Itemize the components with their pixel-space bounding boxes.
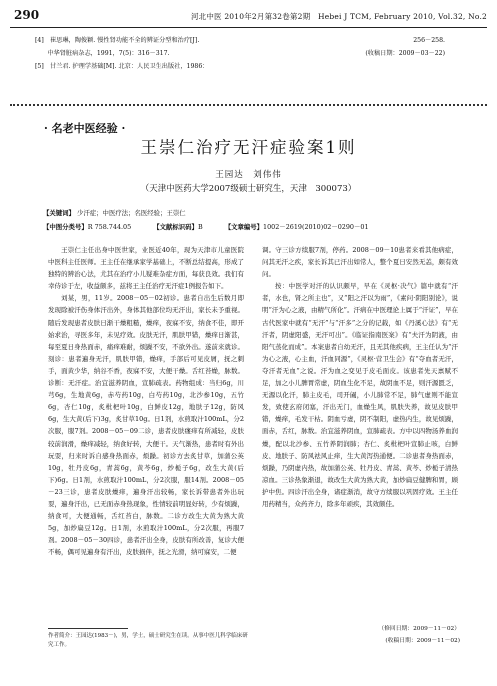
article-no-label: 【文章编号】 (224, 223, 264, 231)
keywords-line (43, 208, 463, 217)
body-column-right (262, 244, 458, 510)
body-paragraph: 按：中医学对汗的认识颇早，早在《灵枢·决气》篇中就有“汗者，水也，肾之所主也”，又“阳之汗以为雨”，《素问·阴阳别论》，说明“汗为心之液，由精气所化”。汗病在中医理论上属于“汗证”，早在古代医家中就有“无汗”与“汗多”之分的记载，如《丹溪心法》有“无汗者，阴虚阳盛，无汗可出”。《临证指南医案》有“夫汗为阴液，由阳气蒸化而成”。本案患者自幼无汗，且无其他疾病，王主任认为“汗为心之液，心主血，汗血同源”，《灵枢·营卫生会》有“夺血者无汗，夺汗者无血”之说。汗为血之变见于皮毛面皮。该患者先天禀赋不足，加之小儿脾胃常虚，阴血生化不足，故阴血不足，则汗源匮乏，无源以化汗，肺主皮毛，司开阖，小儿肺常不足，肺气虚则不能宣发，致使玄府闭塞，汗出无门，血燥生风，肌肤失养，故见皮肤甲错，燥痒，毛发干枯。阴血亏虚，阴不制阳，虚热内生，故见烦躁，面赤，舌红，脉数。治宜滋养阴血，宣肺疏表。方中以四物汤养血润燥，配以北沙参、五竹养阴润肺；杏仁、炙枇杷叶宣肺止咳，白鲜皮、地肤子、防风祛风止痒，生大黄泻热通便。二诊患者身热面赤，烦躁，乃阴虚内热，故加蒲公英、牡丹皮、青蒿、黄芩、炒栀子清热凉血。三诊热象渐退，故改生大黄为熟大黄，加炒扁豆健脾和胃，顾护中焦。四诊汗出全身，诸症渐消，故守方续服以巩固疗效。王主任用药精当，众药齐力，除多年顽疾，其效颇佳。 (262, 282, 458, 508)
doc-code-value: B (197, 223, 203, 231)
header-rule (10, 27, 487, 28)
section-label: · 名老中医经验 · (44, 122, 126, 135)
reference-right: (收稿日期：2009－03－22) (365, 50, 445, 57)
page-number: 290 (14, 8, 40, 22)
reference-row (35, 47, 445, 60)
dotted-separator (10, 104, 487, 106)
keywords-label: 【关键词】 (43, 209, 75, 217)
body-column-left (48, 244, 244, 558)
clc-label: 【中图分类号】 (43, 223, 88, 231)
reference-right: 256－258. (413, 37, 445, 44)
article-authors: 王园达 刘伟伟 (215, 170, 282, 180)
signoff (378, 623, 460, 647)
clc-value: R 758.744.05 (87, 223, 132, 231)
reference-row (35, 60, 445, 73)
article-affiliation: （天津中医药大学2007级硕士研究生，天津 300073） (140, 184, 357, 194)
keywords-value: 少汗症；中医疗法；名医经验；王崇仁 (77, 209, 186, 217)
reference-text: [4] 崔思琳，陶俊颖. 慢性肾功能不全的辨证分型和治疗[J]. (35, 37, 200, 44)
body-paragraph: 王崇仁主任出身中医世家，业医近40年，现为天津市儿童医院中医科主任医师。王主任在继承家学基础上，不断总结提高，形成了独特的辨治心法，尤其在治疗小儿疑难杂症方面，每获良效。我们有幸侍诊于左，收益颇多，兹将王主任治疗无汗症1例报告如下。 (48, 246, 244, 291)
article-title: 王崇仁治疗无汗症验案1则 (140, 138, 357, 157)
body-paragraph: 调。守三诊方续服7剂，停药。2008－09－10患者来看其他病症，问其无汗之疾，家长诉其已汗出如常人，整个夏日安然无恙，颇有效问。 (262, 246, 458, 279)
references (35, 34, 445, 73)
reference-text: [5] 甘兰君. 护理学基础[M]. 北京：人民卫生出版社，1986： (35, 63, 209, 70)
journal-header: 河北中医 2010年2月第32卷第2期 Hebei J TCM, February 2010, Vol.32, No.2 (190, 12, 487, 21)
author-footnote: 作者简介：王园达(1983－)，男，学士，硕士研究生在读。从事中医儿科学临床研究工作。 (48, 633, 248, 648)
revision-date: （修回日期：2009－11－02） (378, 626, 460, 632)
reference-row (35, 34, 445, 47)
reference-text: 中华肾脏病杂志，1991，7(5)：316－317. (35, 50, 170, 57)
footnote-rule (48, 628, 128, 629)
classification-line (43, 222, 473, 231)
body-paragraph: 刘某，男，11岁。2008－05－02初诊。患者自出生后数月即发现除被汗伤身体汗出外，身体其他部位均无汗出，家长未予重视。随后发现患者皮肤日渐干燥粗糙，燥痒，夜寐不安，纳食不佳，即开始求治，寻医多年，未见疗效。皮肤无汗，肌肤甲错，燥痒日渐甚，每至夏日身热面赤，痛痒难耐，烦躁不安，不欲外出。遂前来就诊。刻诊：患者遍身无汗，肌肤甲错，燥痒，手部后可见皮屑，抚之刺手，面黄少华，纳谷不香，夜寐不安，大便干燥。舌红苔燥，脉数。诊断：无汗症。治宜滋养阴血，宣肺疏表。药物组成：当归6g，川芎6g，生地黄6g，赤芍药10g，白芍药10g，北沙参10g，五竹6g，杏仁10g，炙枇杷叶10g，白鲜皮12g，地肤子12g，防风6g，生大黄(后下)3g，炙甘草10g。日1剂，水煎取汁100mL，分2次服，服7剂。2008－05－09二诊，患者皮肤瘙痒有所减轻，皮肤较前润滑，燥痒减轻，纳食好转，大便干。天气渐热，患者时有外出玩耍，归来时诉自感身热面赤，烦躁。初诊方去炙甘草，加蒲公英10g，牡丹皮6g，青蒿6g，黄芩6g，炒栀子6g，改生大黄(后下)6g。日1剂，水煎取汁100mL，分2次服，服14剂。2008－05－23三诊，患者皮肤燥痒，遍身汗出较畅，家长诉带患者外出玩耍，遍身汗出，已无面赤身热现象，性情较前明显好转，少有烦躁，纳食可，大便通畅，舌红苔白，脉数。二诊方改生大黄为熟大黄5g，加炒扁豆12g。日1剂，水煎取汁100mL，分2次服，再服7剂。2008－05－30四诊，患者汗出全身，皮肤有所改善，复诊大便不畅，偶可见遍身有汗出，皮肤损伴，抚之光滑，纳可寐安，二便 (48, 294, 244, 557)
article-no-value: 1002－2619(2010)02－0290－01 (263, 223, 369, 231)
doc-code-label: 【文献标识码】 (153, 223, 198, 231)
received-date: (收稿日期：2009－11－02) (385, 638, 460, 644)
